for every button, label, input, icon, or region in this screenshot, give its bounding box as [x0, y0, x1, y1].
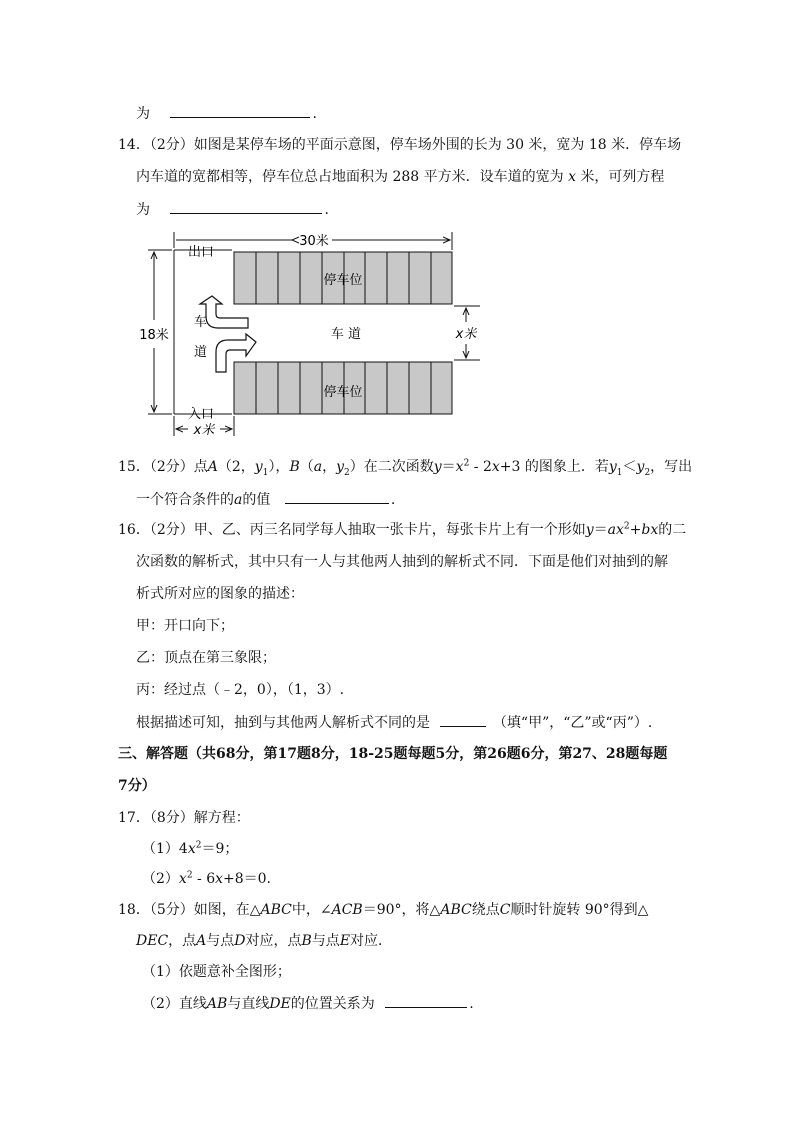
q15-after: ）在二次函数 — [349, 459, 434, 475]
q18-acb: ACB — [331, 902, 363, 918]
q18-dec: DEC — [136, 933, 169, 949]
q18-line2-c: 对应，点 — [245, 933, 302, 949]
q13-end: . — [312, 106, 317, 122]
q15-lt: ＜ — [622, 459, 637, 475]
q18-part1: （1）依题意补全图形； — [142, 964, 291, 980]
q18-abc2: ABC — [440, 902, 472, 918]
q18-line2-a: ，点 — [168, 933, 197, 949]
q14-var-x: x — [568, 169, 576, 185]
q16-plus: + — [629, 522, 642, 538]
q18-de: DE — [269, 996, 291, 1012]
q16-y: y — [585, 522, 594, 538]
q18-line1-b: 中，∠ — [291, 902, 332, 918]
q17-part1 — [142, 840, 238, 858]
q15-line2-b: 的值 — [242, 492, 271, 508]
q15-a: a — [313, 459, 323, 475]
q15-tail: ，写出 — [650, 459, 693, 475]
q13-line — [136, 104, 317, 123]
right-x-label: x米 — [455, 327, 477, 342]
q15-func-rest2: +3 的图象上．若 — [499, 459, 609, 475]
q14-line3-end: . — [324, 202, 329, 218]
q14-line3-prefix: 为 — [136, 202, 150, 218]
section3-heading-line1: 三、解答题（共68分，第17题8分，18-25题每题5分，第26题6分，第27、28题每题 — [118, 746, 668, 762]
q15-line2-end: . — [390, 492, 396, 508]
q17-p2-x2: x — [215, 871, 224, 887]
q15-cmp-y2: y — [636, 459, 645, 475]
q15-line1 — [118, 458, 692, 476]
q15-func-x2: x — [491, 459, 500, 475]
q18-part2 — [142, 994, 474, 1013]
q16-concl-b: （填“甲”，“乙”或“丙”）. — [492, 715, 653, 731]
q18-line1-e: 顺时针旋转 90°得到△ — [510, 902, 649, 918]
q15-answer-blank[interactable] — [285, 490, 389, 504]
q18-ab: AB — [206, 996, 228, 1012]
q16-answer-blank[interactable] — [440, 713, 486, 727]
q16-line2: 次函数的解析式，其中只有一人与其他两人抽到的解析式不同．下面是他们对抽到的解 — [136, 554, 668, 570]
q15-line2-var: a — [234, 492, 243, 508]
q17-p1-b: ＝9； — [201, 841, 239, 857]
height-label: 18米 — [139, 328, 169, 343]
q16-bx: bx — [641, 522, 659, 538]
q15-coord-a: （2， — [217, 459, 255, 475]
q15-point-b: B — [289, 459, 300, 475]
lane-label: 车 道 — [330, 327, 362, 342]
q16-jia: 甲：开口向下； — [136, 618, 234, 634]
q14-answer-blank[interactable] — [170, 200, 322, 214]
q15-line2-a: 一个符合条件的 — [136, 492, 234, 508]
q18-pa: A — [196, 933, 207, 949]
q18-pb: B — [301, 933, 312, 949]
q18-abc1: ABC — [260, 902, 292, 918]
q17-p2-x: x — [178, 871, 187, 887]
q18-line2 — [136, 932, 392, 950]
q18-c: C — [499, 902, 511, 918]
q15-func-x: x — [455, 459, 464, 475]
q15-y2: y — [336, 459, 345, 475]
entrance-label: 入口 — [188, 407, 215, 422]
q18-p2-b: 与直线 — [227, 996, 270, 1012]
q16-yi: 乙：顶点在第三象限； — [136, 650, 276, 666]
section3-heading-line2: 7分） — [118, 778, 156, 794]
q18-answer-blank[interactable] — [385, 994, 467, 1008]
q17-p1-sup: 2 — [195, 840, 202, 851]
q18-line1-c: ＝90°，将△ — [362, 902, 441, 918]
q14-line2-text: 内车道的宽都相等，停车位总占地面积为 288 平方米．设车道的宽为 — [136, 169, 564, 185]
q15-func-eq: ＝ — [441, 459, 456, 475]
q18-pe: E — [339, 933, 351, 949]
q17-p1-a: （1）4 — [142, 841, 188, 857]
q15-cmp-y1: y — [608, 459, 617, 475]
q16-eq: ＝ — [593, 522, 608, 538]
q15-line2 — [136, 490, 395, 509]
q18-line1-d: 绕点 — [471, 902, 500, 918]
q16-conclusion — [136, 713, 652, 732]
q18-line2-e: 对应． — [350, 933, 393, 949]
q16-bing: 丙：经过点（﹣2，0），（1，3）. — [136, 682, 345, 698]
q16-line1 — [118, 521, 686, 539]
width-label: 30米 — [299, 234, 329, 249]
q14-line2-tail: 米，可列方程 — [580, 169, 665, 185]
q16-line1-a: 16．（2分）甲、乙、丙三名同学每人抽取一张卡片，每张卡片上有一个形如 — [118, 522, 586, 538]
q14-line2 — [136, 168, 664, 186]
q14-line1: 14．（2分）如图是某停车场的平面示意图，停车场外围的长为 30 米，宽为 18 米．停车场 — [118, 137, 682, 153]
q17-p2-c: +8＝0. — [223, 871, 272, 887]
q15-coord-b: （ — [299, 459, 314, 475]
q15-sub1: 1 — [262, 467, 269, 478]
q17-head: 17．（8分）解方程： — [118, 810, 250, 826]
q15-comma: ， — [322, 459, 337, 475]
q15-func-rest: - 2 — [469, 459, 492, 475]
q15-cmp-sub2: 2 — [644, 467, 651, 478]
q17-p2-sup: 2 — [186, 870, 193, 881]
parking-lot-diagram — [132, 226, 488, 442]
lane-left-char-2: 道 — [194, 345, 208, 360]
q16-concl-a: 根据描述可知，抽到与其他两人解析式不同的是 — [136, 715, 430, 731]
top-parking-label: 停车位 — [323, 273, 363, 288]
q15-sup2: 2 — [463, 458, 470, 469]
q18-line1 — [118, 901, 648, 919]
q15-y1: y — [254, 459, 263, 475]
bottom-parking-label: 停车位 — [323, 385, 363, 400]
q17-part2 — [142, 870, 271, 888]
q16-sup2: 2 — [623, 521, 630, 532]
exit-label: 出口 — [188, 245, 215, 260]
q17-p2-b: - 6 — [192, 871, 216, 887]
q14-line3 — [136, 200, 329, 219]
q13-answer-blank[interactable] — [170, 104, 310, 118]
q18-line2-d: 与点 — [311, 933, 340, 949]
q16-line3: 析式所对应的图象的描述： — [136, 586, 304, 602]
q16-ax: ax — [607, 522, 624, 538]
q15-sub2: 2 — [344, 467, 350, 478]
q13-prefix: 为 — [136, 106, 150, 122]
q15-point-a: A — [207, 459, 218, 475]
q17-p1-x: x — [187, 841, 196, 857]
q17-p2-a: （2） — [142, 871, 179, 887]
q18-p2-c: 的位置关系为 — [290, 996, 375, 1012]
lane-left-char-1: 车 — [194, 315, 208, 330]
q15-mid: ）， — [268, 459, 290, 475]
q18-p2-end: . — [469, 996, 474, 1012]
q18-pd: D — [234, 933, 246, 949]
q18-line1-a: 18．（5分）如图，在△ — [118, 902, 261, 918]
q15-cmp-sub1: 1 — [616, 467, 623, 478]
q18-line2-b: 与点 — [206, 933, 235, 949]
q18-p2-a: （2）直线 — [142, 996, 207, 1012]
q15-text-a: 15．（2分）点 — [118, 459, 208, 475]
q15-func-y: y — [433, 459, 442, 475]
q16-line1-b: 的二 — [658, 522, 687, 538]
bottom-x-label: x米 — [193, 423, 215, 438]
